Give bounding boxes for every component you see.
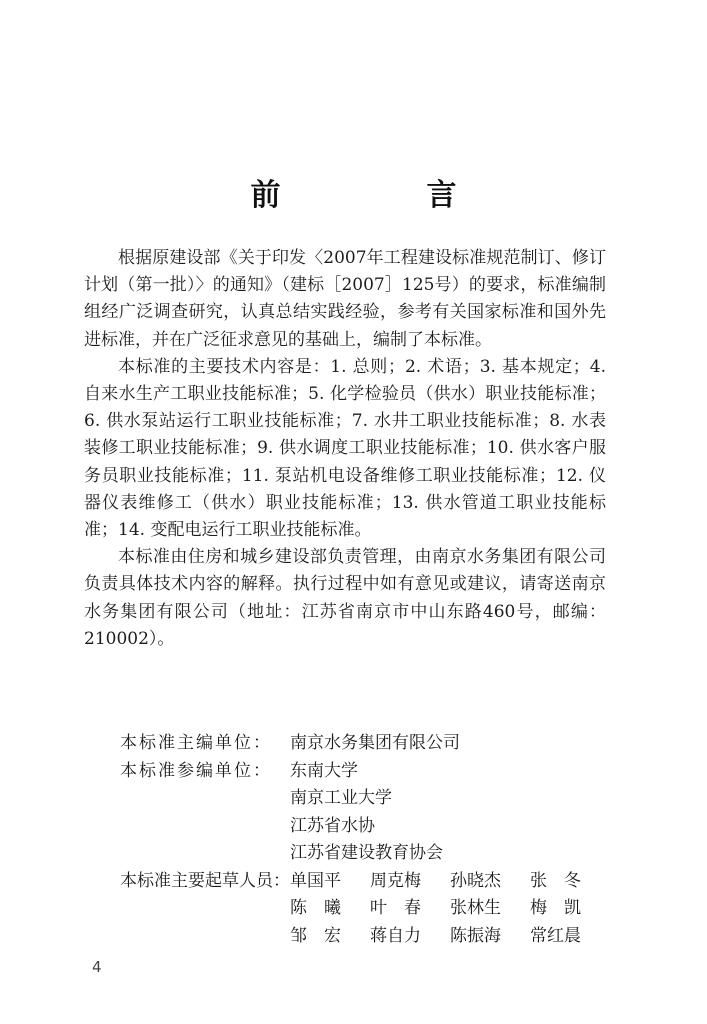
units-block: [120, 730, 588, 950]
drafters-label: 本标准主要起草人员：: [120, 870, 290, 891]
participating-unit-row: [120, 813, 588, 841]
participating-unit-value: 江苏省建设教育协会: [290, 843, 443, 863]
drafter-name: 张林生: [450, 898, 501, 918]
drafter-name: 梅 凯: [530, 898, 581, 918]
drafters-names: [290, 923, 588, 951]
participating-unit-value: 东南大学: [290, 760, 358, 781]
participating-unit-value: 江苏省水协: [290, 815, 375, 836]
drafters-row: [120, 868, 588, 896]
drafter-name: 陈振海: [450, 925, 501, 946]
chief-unit-label: 本标准主编单位：: [120, 733, 272, 753]
drafters-row: [120, 923, 588, 951]
participating-unit-value: 南京工业大学: [290, 788, 392, 808]
drafter-name: 陈 曦: [290, 898, 341, 918]
drafter-name: 张 冬: [530, 870, 581, 891]
drafter-name: 蒋自力: [370, 925, 421, 946]
drafter-name: 单国平: [290, 870, 341, 891]
participating-unit-row: [120, 785, 588, 813]
participating-unit-row: [120, 758, 588, 786]
participating-unit-row: [120, 840, 588, 868]
page-title: 前 言: [250, 178, 515, 213]
page-number: 4: [92, 958, 102, 976]
paragraph-contents: 本标准的主要技术内容是：1. 总则；2. 术语；3. 基本规定；4. 自来水生产工职业技能标准；5. 化学检验员（供水）职业技能标准；6. 供水泵站运行工职业技能标准；7. 水井工职业技能标准；8. 水表装修工职业技能标准；9. 供水调度工职业技能标准；10. 供水客户服务员职业技能标准；11. 泵站机电设备维修工职业技能标准；12. 仪器仪表维修工（供水）职业技能标准；13. 供水管道工职业技能标准；14. 变配电运行工职业技能标准。: [84, 356, 606, 541]
drafters-names: [290, 895, 588, 923]
chief-unit-row: [120, 730, 588, 758]
drafters-row: [120, 895, 588, 923]
drafters-names: [290, 868, 588, 896]
drafter-name: 孙晓杰: [450, 870, 501, 891]
paragraph-basis: 根据原建设部《关于印发〈2007年工程建设标准规范制订、修订计划（第一批）〉的通知》（建标［2007］125号）的要求，标准编制组经广泛调查研究，认真总结实践经验，参考有关国家标准和国外先进标准，并在广泛征求意见的基础上，编制了本标准。: [84, 248, 606, 350]
drafter-name: 周克梅: [370, 870, 421, 891]
preface-body: [84, 245, 606, 653]
drafter-name: 邹 宏: [290, 925, 341, 946]
paragraph-management: 本标准由住房和城乡建设部负责管理，由南京水务集团有限公司负责具体技术内容的解释。执行过程中如有意见或建议，请寄送南京水务集团有限公司（地址：江苏省南京市中山东路460号，邮编：210002）。: [84, 547, 606, 649]
drafter-name: 常红晨: [530, 925, 581, 946]
participating-unit-label: 本标准参编单位：: [120, 760, 272, 781]
drafter-name: 叶 春: [370, 898, 421, 918]
chief-unit-value: 南京水务集团有限公司: [290, 733, 460, 753]
